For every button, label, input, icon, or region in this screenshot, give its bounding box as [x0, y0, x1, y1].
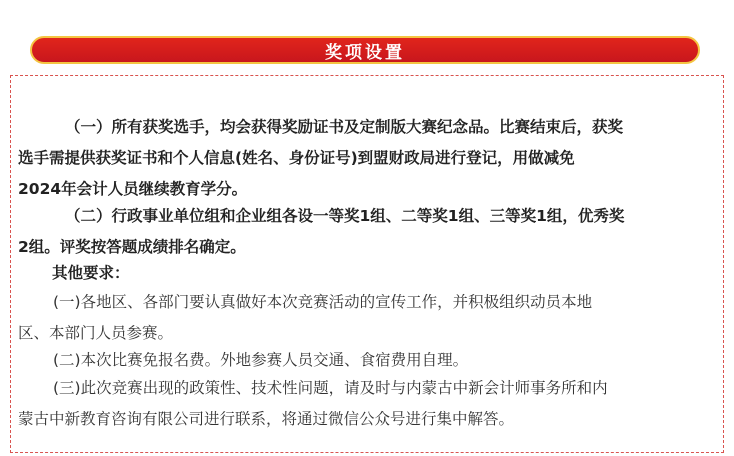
requirement-item-2: [53, 345, 717, 376]
award-paragraph-1-line-3: 2024年会计人员继续教育学分。: [18, 180, 248, 198]
section-title: 奖项设置: [325, 42, 405, 63]
requirement-item-1-line-2: 区、本部门人员参赛。: [18, 324, 174, 342]
award-paragraph-1-line-2: 选手需提供获奖证书和个人信息(姓名、身份证号)到盟财政局进行登记，用做减免: [18, 149, 575, 167]
award-paragraph-2-line-1: （二）行政事业单位组和企业组各设一等奖1组、二等奖1组、三等奖1组，优秀奖: [65, 207, 625, 225]
requirement-item-3-line-1: (三)此次竞赛出现的政策性、技术性问题，请及时与内蒙古中新会计师事务所和内: [53, 379, 608, 397]
requirement-item-1-line-1: (一)各地区、各部门要认真做好本次竞赛活动的宣传工作，并积极组织动员本地: [53, 293, 593, 311]
section-title-banner: [30, 36, 700, 64]
award-paragraph-1: [18, 112, 711, 205]
requirement-item-1: [18, 287, 717, 349]
requirement-item-3-line-2: 蒙古中新教育咨询有限公司进行联系，将通过微信公众号进行集中解答。: [18, 410, 515, 428]
other-requirements-heading-text: 其他要求：: [52, 264, 130, 282]
award-paragraph-2: [18, 201, 711, 263]
requirement-item-2-line-1: (二)本次比赛免报名费。外地参赛人员交通、食宿费用自理。: [53, 351, 469, 369]
award-paragraph-2-line-2: 2组。评奖按答题成绩排名确定。: [18, 238, 246, 256]
other-requirements-heading: [52, 258, 716, 289]
requirement-item-3: [18, 373, 717, 435]
award-paragraph-1-line-1: （一）所有获奖选手，均会获得奖励证书及定制版大赛纪念品。比赛结束后，获奖: [65, 118, 624, 136]
